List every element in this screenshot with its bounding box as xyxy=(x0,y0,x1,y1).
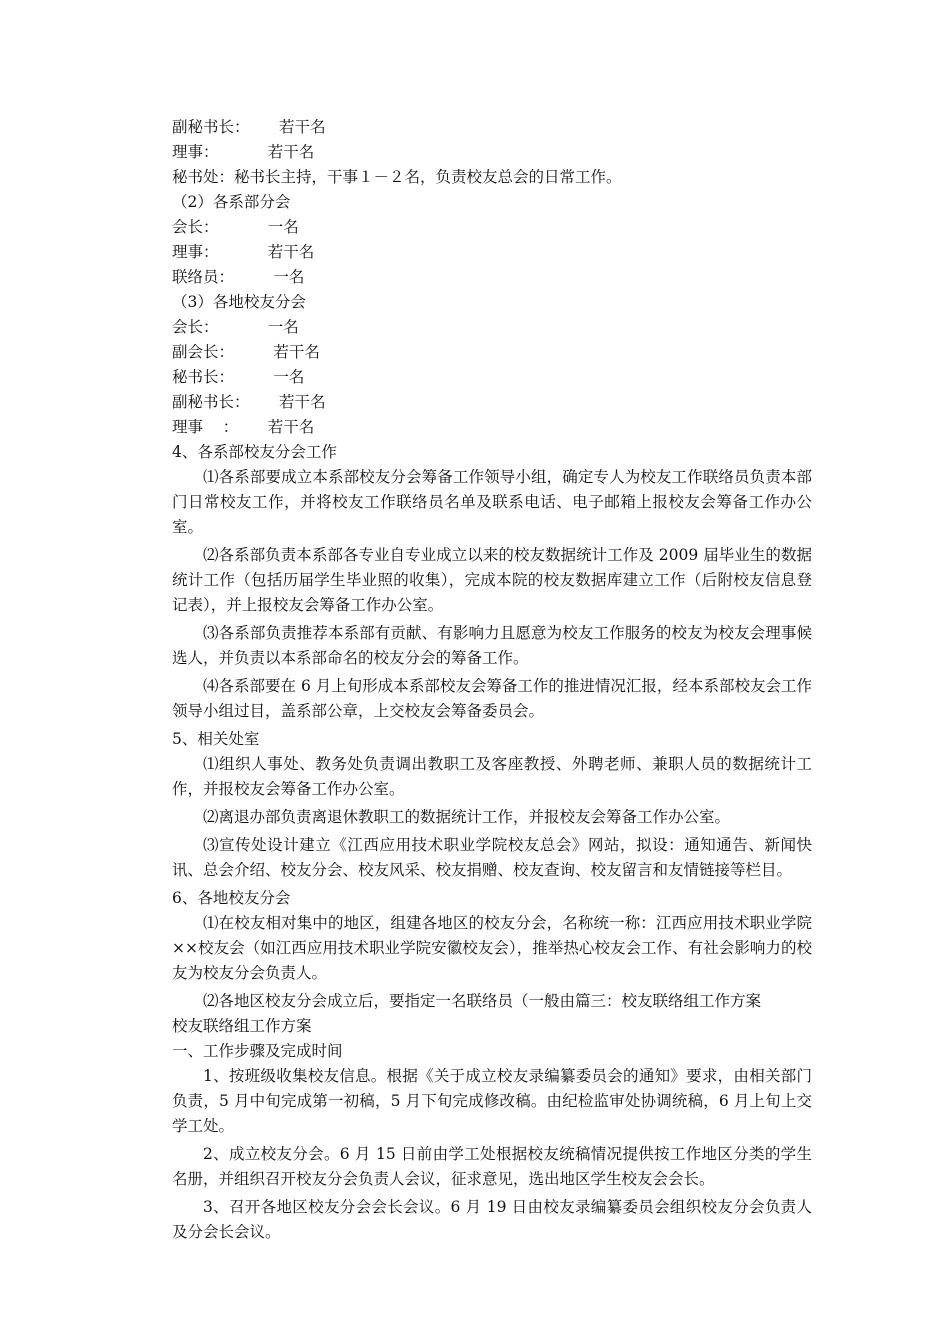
text-line: 联络员： 一名 xyxy=(172,268,305,286)
document-title: 校友联络组工作方案 xyxy=(172,1017,312,1035)
paragraph: 1、按班级收集校友信息。根据《关于成立校友录编纂委员会的通知》要求，由相关部门负责，5 月中旬完成第一初稿，5 月下旬完成修改稿。由纪检监审处协调统稿，6 月上旬上交学工处。 xyxy=(172,1067,812,1135)
text-line: 理事 ： 若干名 xyxy=(172,418,315,436)
paragraph: ⑴各系部要成立本系部校友分会筹备工作领导小组，确定专人为校友工作联络员负责本部门日常校友工作，并将校友工作联络员名单及联系电话、电子邮箱上报校友会筹备工作办公室。 xyxy=(172,468,812,536)
document-body xyxy=(172,115,812,1248)
section-heading: 一、工作步骤及完成时间 xyxy=(172,1042,343,1060)
text-line: 会长： 一名 xyxy=(172,318,299,336)
text-line: 会长： 一名 xyxy=(172,218,299,236)
text-line: 理事： 若干名 xyxy=(172,143,315,161)
section-heading: 6、各地校友分会 xyxy=(172,889,291,907)
paragraph: ⑴在校友相对集中的地区，组建各地区的校友分会，名称统一称：江西应用技术职业学院××校友会（如江西应用技术职业学院安徽校友会），推举热心校友会工作、有社会影响力的校友为校友分会负责人。 xyxy=(172,914,812,982)
text-line: （2）各系部分会 xyxy=(172,193,291,211)
paragraph: ⑶宣传处设计建立《江西应用技术职业学院校友总会》网站，拟设：通知通告、新闻快讯、总会介绍、校友分会、校友风采、校友捐赠、校友查询、校友留言和友情链接等栏目。 xyxy=(172,836,812,879)
section-heading: 5、相关处室 xyxy=(172,730,260,748)
section-heading: 4、各系部校友分会工作 xyxy=(172,443,337,461)
text-line: 理事： 若干名 xyxy=(172,243,315,261)
paragraph: 2、成立校友分会。6 月 15 日前由学工处根据校友统稿情况提供按工作地区分类的学生名册，并组织召开校友分会负责人会议，征求意见，选出地区学生校友会会长。 xyxy=(172,1145,812,1188)
paragraph: ⑵各地区校友分会成立后，要指定一名联络员（一般由篇三：校友联络组工作方案 xyxy=(203,992,762,1010)
paragraph: ⑴组织人事处、教务处负责调出教职工及客座教授、外聘老师、兼职人员的数据统计工作，并报校友会筹备工作办公室。 xyxy=(172,755,812,798)
paragraph: 3、召开各地区校友分会会长会议。6 月 19 日由校友录编纂委员会组织校友分会负责人及分会长会议。 xyxy=(172,1198,812,1241)
paragraph: ⑵各系部负责本系部各专业自专业成立以来的校友数据统计工作及 2009 届毕业生的数据统计工作（包括历届学生毕业照的收集），完成本院的校友数据库建立工作（后附校友信息登记表），并上报校友会筹备工作办公室。 xyxy=(172,546,812,614)
text-line: 副秘书长： 若干名 xyxy=(172,118,326,136)
paragraph: ⑶各系部负责推荐本系部有贡献、有影响力且愿意为校友工作服务的校友为校友会理事候选人，并负责以本系部命名的校友分会的筹备工作。 xyxy=(172,624,812,667)
text-line: 秘书长： 一名 xyxy=(172,368,305,386)
text-line: 副会长： 若干名 xyxy=(172,343,320,361)
paragraph: ⑷各系部要在 6 月上旬形成本系部校友会筹备工作的推进情况汇报，经本系部校友会工作领导小组过目，盖系部公章，上交校友会筹备委员会。 xyxy=(172,677,812,720)
text-line: 秘书处：秘书长主持，干事１－２名，负责校友总会的日常工作。 xyxy=(172,168,622,186)
paragraph: ⑵离退办部负责离退休教职工的数据统计工作，并报校友会筹备工作办公室。 xyxy=(203,808,731,826)
text-line: （3）各地校友分会 xyxy=(172,293,306,311)
text-line: 副秘书长： 若干名 xyxy=(172,393,326,411)
